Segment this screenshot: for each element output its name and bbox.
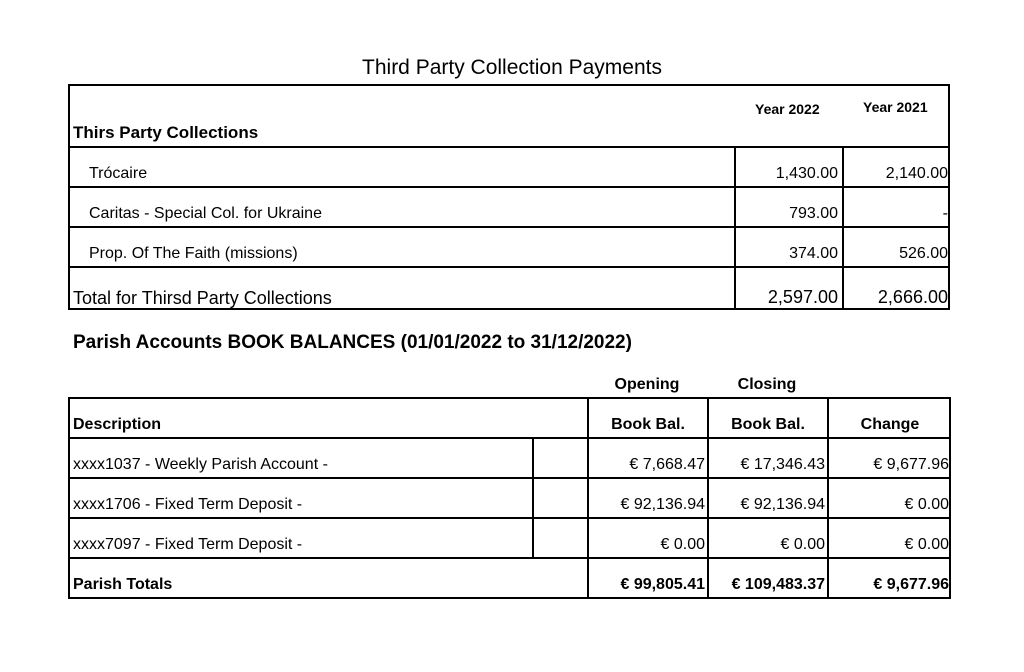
- balance-row-opening: € 92,136.94: [620, 496, 705, 513]
- collection-row-2022: 793.00: [789, 205, 838, 222]
- row-divider: [70, 517, 949, 519]
- opening-book-bal-header: Book Bal.: [611, 416, 685, 433]
- description-header: Description: [73, 416, 162, 433]
- collection-row-2022: 374.00: [789, 245, 838, 262]
- row-divider: [70, 266, 948, 268]
- parish-total-opening: € 99,805.41: [620, 576, 705, 593]
- change-header: Change: [860, 416, 920, 433]
- collection-row-label: Trócaire: [89, 165, 148, 182]
- balance-row-opening: € 0.00: [660, 536, 705, 553]
- collection-row-label: Caritas - Special Col. for Ukraine: [89, 205, 322, 222]
- balance-row-closing: € 0.00: [780, 536, 825, 553]
- row-divider: [70, 557, 949, 559]
- collection-row-2021: 2,140.00: [885, 165, 948, 182]
- column-divider: [532, 437, 534, 559]
- book-balances-table: [68, 397, 951, 599]
- row-divider: [70, 186, 948, 188]
- year-2022-header: Year 2022: [755, 101, 820, 117]
- collection-row-2021: -: [942, 205, 948, 222]
- balance-row-closing: € 17,346.43: [740, 456, 825, 473]
- book-balances-heading: Parish Accounts BOOK BALANCES (01/01/2022 to 31/12/2022): [73, 332, 632, 353]
- balance-row-description: xxxx1037 - Weekly Parish Account -: [73, 456, 328, 473]
- row-divider: [70, 437, 949, 439]
- closing-header: Closing: [737, 376, 797, 393]
- year-2021-header: Year 2021: [863, 99, 928, 115]
- parish-total-closing: € 109,483.37: [731, 576, 825, 593]
- balance-row-change: € 9,677.96: [873, 456, 949, 473]
- balance-row-description: xxxx7097 - Fixed Term Deposit -: [73, 536, 303, 553]
- collection-row-2022: 1,430.00: [775, 165, 838, 182]
- balance-row-change: € 0.00: [904, 496, 949, 513]
- closing-book-bal-header: Book Bal.: [731, 416, 805, 433]
- balance-row-change: € 0.00: [904, 536, 949, 553]
- collections-heading: Thirs Party Collections: [73, 123, 259, 142]
- balance-row-description: xxxx1706 - Fixed Term Deposit -: [73, 496, 303, 513]
- parish-total-change: € 9,677.96: [873, 576, 949, 593]
- opening-header: Opening: [614, 376, 680, 393]
- row-divider: [70, 226, 948, 228]
- document-title: Third Party Collection Payments: [362, 56, 662, 79]
- parish-totals-label: Parish Totals: [73, 576, 173, 593]
- third-party-collections-table: [68, 84, 950, 310]
- collections-total-2021: 2,666.00: [877, 287, 948, 307]
- row-divider: [70, 146, 948, 148]
- collection-row-label: Prop. Of The Faith (missions): [89, 245, 298, 262]
- collections-total-label: Total for Thirsd Party Collections: [73, 288, 332, 308]
- row-divider: [70, 477, 949, 479]
- balance-row-opening: € 7,668.47: [629, 456, 705, 473]
- balance-row-closing: € 92,136.94: [740, 496, 825, 513]
- collections-total-2022: 2,597.00: [767, 287, 838, 307]
- collection-row-2021: 526.00: [899, 245, 948, 262]
